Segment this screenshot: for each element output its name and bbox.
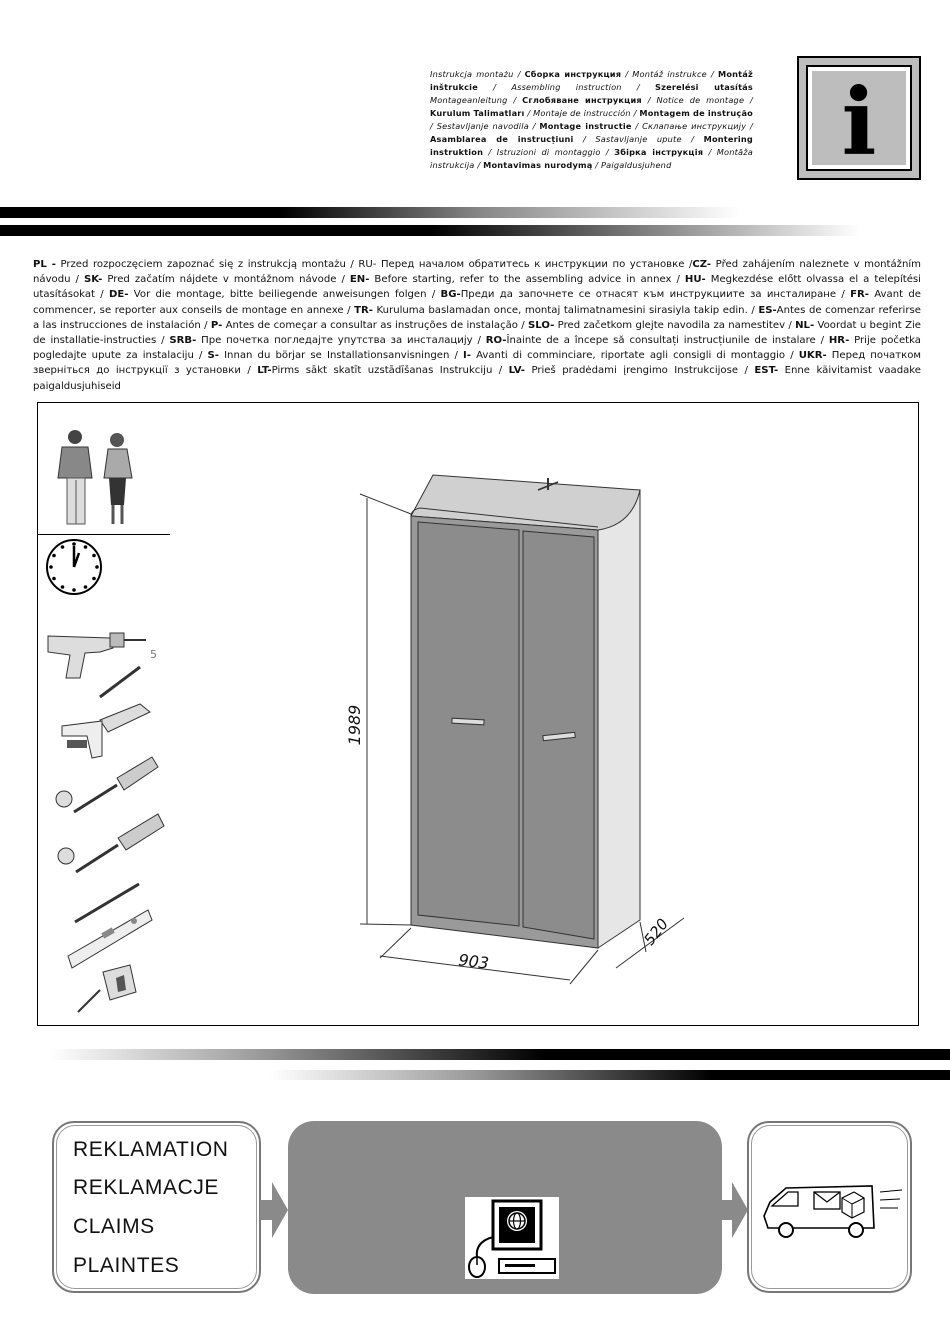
instruction-title-segment: Istruzioni di montaggio: [496, 147, 601, 157]
language-code: RO-: [485, 335, 507, 347]
pencil-icon: [75, 884, 139, 922]
decorative-gradient-bar: [0, 225, 860, 236]
language-code: S-: [207, 350, 219, 362]
instruction-title-segment: /: [483, 147, 497, 157]
instruction-title-segment: /: [621, 82, 656, 92]
language-code: HR-: [828, 335, 850, 347]
language-instruction-text: Avanti di comminciare, riportate agli consigli di montaggio /: [470, 350, 799, 362]
language-instruction-text: Prieš pradėdami įrengimo Instrukcijose /: [524, 365, 755, 377]
clock-icon: [47, 540, 101, 594]
language-code: SRB-: [169, 335, 197, 347]
language-code: TR-: [354, 304, 373, 316]
instruction-title-segment: /: [630, 108, 640, 118]
instruction-title-segment: Instrukcja montażu: [430, 69, 514, 79]
instruction-title-segment: /: [744, 95, 753, 105]
instruction-title-segment: /: [573, 134, 596, 144]
instruction-title-segment: /: [430, 121, 437, 131]
assembly-instruction-title: [430, 68, 753, 172]
language-instruction-text: Vor die montage, bitte beiliegende anweisungen folgen /: [128, 289, 441, 301]
instruction-title-segment: /: [524, 108, 534, 118]
language-instruction-text: Antes de começar a consultar as instruções de instalação /: [222, 319, 529, 331]
flat-screwdriver-icon: [56, 757, 158, 812]
instruction-title-segment: /: [641, 95, 657, 105]
instruction-title-segment: /: [474, 160, 484, 170]
language-instruction-text: Пре почетка погледајте упутства за инсталацију /: [196, 335, 486, 347]
language-code: EN-: [349, 274, 370, 286]
instruction-title-segment: /: [507, 95, 523, 105]
instruction-title-segment: /: [746, 121, 753, 131]
language-code: UKR-: [798, 350, 827, 362]
language-instruction-text: Voordat u begint Zie de installatie-instructies /: [33, 319, 921, 347]
instruction-title-segment: Сборка инструкция: [524, 69, 622, 79]
drill-icon: [48, 633, 157, 697]
language-code: HU-: [684, 274, 706, 286]
assembly-drawing: [38, 403, 918, 1025]
decorative-gradient-bar: [270, 1070, 950, 1080]
language-instruction-text: Pred začetkom glejte navodila za namestitev /: [554, 319, 796, 331]
language-instruction-text: Prije početka pogledajte upute za instalaciju /: [33, 335, 921, 362]
language-instruction-text: Innan du börjar se Installationsanvisningen /: [218, 350, 464, 362]
language-code: LV-: [508, 365, 525, 377]
instruction-title-segment: /: [592, 160, 602, 170]
language-code: CZ-: [692, 259, 712, 270]
claim-label-fr: PLAINTES: [73, 1254, 180, 1277]
instruction-title-segment: Збірка інструкція: [614, 147, 704, 157]
instruction-title-segment: Montage instructie: [539, 121, 632, 131]
language-code: LT-: [257, 365, 272, 377]
computer-globe-icon: [465, 1197, 559, 1279]
language-code: SLO-: [528, 319, 555, 331]
hammer-icon: [62, 704, 150, 758]
instruction-title-segment: Kurulum Talimatları: [430, 108, 525, 118]
instruction-title-segment: Склапање инструкцију: [642, 121, 747, 131]
claim-label-pl: REKLAMACJE: [73, 1176, 220, 1199]
instruction-title-segment: /: [528, 121, 540, 131]
arrow-right-icon: [720, 1170, 750, 1250]
instruction-title-segment: Sestavljanje navodila: [436, 121, 529, 131]
decorative-gradient-bar: [0, 207, 740, 218]
phillips-screwdriver-icon: [58, 814, 164, 872]
instruction-title-segment: /: [600, 147, 615, 157]
info-icon: [797, 56, 921, 180]
wardrobe-illustration: [345, 475, 684, 984]
instruction-title-segment: Assembling instruction: [511, 82, 622, 92]
instruction-title-segment: /: [681, 134, 704, 144]
decorative-gradient-bar: [50, 1049, 950, 1060]
instruction-title-segment: Szerelési utasítás: [655, 82, 753, 92]
language-instruction-text: Kuruluma baslamadan once, montaj talimatnamesini sirasiyla takip edin. /: [372, 304, 759, 316]
instruction-title-segment: Montáž inštrukcie: [430, 69, 753, 92]
instruction-title-segment: Notice de montage: [656, 95, 745, 105]
language-instruction-text: Преди да започнете се отнасят към инструкциите за инсталиране /: [460, 289, 851, 301]
language-instruction-text: Antes de comenzar referirse a las instrucciones de instalación /: [33, 304, 921, 331]
language-instruction-text: Megkezdése előtt olvassa el a telepítési utasításokat /: [33, 274, 921, 301]
language-instruction-text: Перед початком зверніться до інструкції з установки /: [33, 350, 921, 377]
claim-label-de: REKLAMATION: [73, 1138, 229, 1161]
instruction-title-segment: /: [706, 69, 718, 79]
language-code: SK-: [83, 274, 103, 286]
language-instruction-text: Przed rozpoczęciem zapoznać się z instrukcją montażu /: [55, 259, 359, 270]
language-code: I-: [463, 350, 471, 362]
language-instruction-text: Avant de commencer, se reporter aux conseils de montage en annexe /: [33, 289, 921, 316]
language-code: DE-: [109, 289, 129, 301]
claim-label-en: CLAIMS: [73, 1215, 155, 1238]
language-instruction-text: Před zahájením naleznete v montážním návodu /: [33, 259, 921, 286]
arrow-right-icon: [260, 1170, 290, 1250]
language-instruction-text: Pred začatím nájdete v montážnom návode /: [102, 274, 350, 286]
height-dimension: 1989: [345, 704, 364, 746]
instruction-title-segment: /: [621, 69, 633, 79]
instruction-title-segment: Montageanleitung: [430, 95, 508, 105]
instruction-title-segment: Montering instruktion: [430, 134, 753, 157]
info-icon-letter: i: [841, 68, 877, 176]
tape-measure-icon: [78, 965, 136, 1012]
instruction-title-segment: Montāža instrukcija: [430, 147, 753, 170]
language-code: ES-: [758, 304, 777, 316]
drill-size-label: 5: [150, 648, 157, 661]
delivery-van-icon: [760, 1180, 905, 1242]
two-persons-icon: [58, 430, 132, 524]
instruction-title-segment: Sastavljanje upute: [595, 134, 682, 144]
language-code: NL-: [795, 319, 815, 331]
instruction-title-segment: Montavimas nurodymą: [483, 160, 593, 170]
multilingual-intro-paragraph: [33, 257, 921, 394]
language-instruction-text: RU- Перед началом обратитесь к инструкции по установке /: [358, 259, 693, 270]
language-code: BG-: [440, 289, 461, 301]
instruction-title-segment: /: [703, 147, 717, 157]
language-instruction-text: Înainte de a începe să consultați instrucțiunile de instalare /: [506, 335, 829, 347]
instruction-title-segment: Montáž instrukce: [632, 69, 707, 79]
language-code: EST-: [754, 365, 779, 377]
instruction-title-segment: Montaje de instrucción: [533, 108, 631, 118]
language-instruction-text: Pirms sākt skatīt uzstādīšanas Instrukciju /: [271, 365, 509, 377]
instruction-title-segment: /: [513, 69, 525, 79]
instruction-title-segment: Paigaldusjuhend: [601, 160, 672, 170]
language-code: FR-: [850, 289, 869, 301]
width-dimension: 903: [457, 950, 490, 973]
instruction-title-segment: Montagem de instrução: [639, 108, 753, 118]
language-code: PL -: [33, 259, 56, 270]
instruction-title-segment: Сглобяване инструкция: [522, 95, 642, 105]
instruction-title-segment: /: [477, 82, 512, 92]
depth-dimension: 520: [640, 915, 672, 949]
instruction-title-segment: /: [631, 121, 643, 131]
instruction-title-segment: Asamblarea de instrucțiuni: [430, 134, 574, 144]
language-instruction-text: Before starting, refer to the assembling advice in annex /: [369, 274, 685, 286]
language-code: P-: [210, 319, 223, 331]
language-instruction-text: Enne käivitamist vaadake paigaldusjuhiseid: [33, 365, 921, 392]
